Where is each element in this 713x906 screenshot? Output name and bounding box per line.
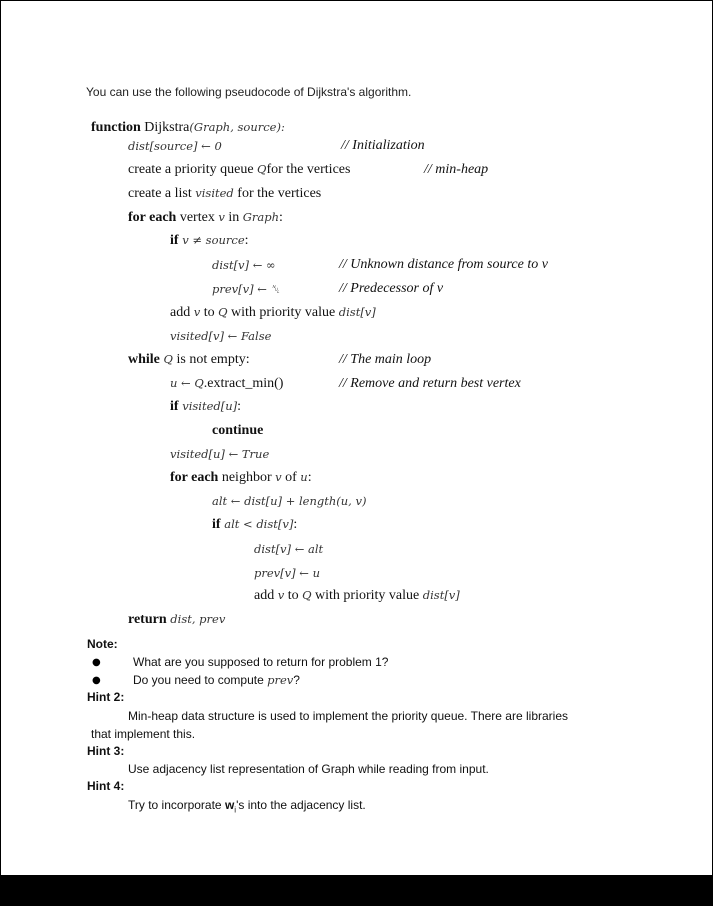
comment-remove-return: // Remove and return best vertex xyxy=(339,376,521,391)
label-text: Hint 4: xyxy=(87,779,125,793)
code-math: Q xyxy=(218,305,228,319)
code-text: create a list xyxy=(128,186,196,201)
code-math: u ← Q xyxy=(170,376,204,390)
code-line-return xyxy=(128,612,225,628)
code-line-1 xyxy=(128,139,222,155)
code-math: Q xyxy=(159,352,173,366)
code-math: visited[u] xyxy=(178,399,238,413)
hint-3-label xyxy=(87,744,124,758)
keyword-function: function xyxy=(91,120,141,135)
code-line-11 xyxy=(170,376,283,392)
code-line-3 xyxy=(128,186,321,202)
code-text: : xyxy=(237,399,242,414)
keyword: while xyxy=(128,352,160,367)
code-line-2 xyxy=(128,162,350,178)
code-line-12 xyxy=(170,399,241,415)
code-line-20 xyxy=(254,588,460,604)
code-math: Q xyxy=(302,588,312,602)
code-math: Graph xyxy=(242,210,280,224)
code-line-18 xyxy=(254,542,323,558)
hint-3-text: Use adjacency list representation of Graph while reading from input. xyxy=(128,762,489,776)
code-text: with priority value xyxy=(311,588,423,603)
code-math: u xyxy=(300,470,308,484)
comment-initialization: // Initialization xyxy=(341,138,425,153)
bullet-icon: ● xyxy=(92,675,101,686)
code-text: : xyxy=(307,470,312,485)
code-math: prev[v] ← ␀ xyxy=(212,282,280,296)
code-math: v ≠ source xyxy=(178,233,245,247)
code-text: to xyxy=(284,588,303,603)
code-text: of xyxy=(281,470,301,485)
code-line-function xyxy=(91,120,285,136)
code-line-15 xyxy=(170,470,312,486)
note-text: 's into the adjacency list. xyxy=(236,798,366,812)
code-text: neighbor xyxy=(218,470,276,485)
hint-2-label xyxy=(87,690,124,704)
code-text: for the vertices xyxy=(266,162,351,177)
hint-2-text-line-2: that implement this. xyxy=(91,727,196,741)
code-math: dist, prev xyxy=(166,612,226,626)
code-line-17 xyxy=(212,517,297,533)
note-bullet-1: What are you supposed to return for problem 1? xyxy=(133,655,389,669)
note-bullet-2 xyxy=(133,673,300,687)
code-math: visited[u] ← True xyxy=(170,447,270,461)
code-line-5 xyxy=(170,233,249,249)
note-text: Do you need to compute xyxy=(133,673,268,687)
note-text: ? xyxy=(293,673,300,687)
code-math: dist[v] ← ∞ xyxy=(212,258,276,272)
weight-symbol: w xyxy=(224,798,235,812)
keyword: for each xyxy=(170,470,219,485)
code-math: alt < dist[v] xyxy=(220,517,294,531)
label-text: Hint 2: xyxy=(87,690,125,704)
hint-2-text-line-1: Min-heap data structure is used to implement the priority queue. There are libraries xyxy=(128,709,568,723)
code-math: dist[v] xyxy=(422,588,460,602)
hint-4-label xyxy=(87,779,124,793)
code-line-10 xyxy=(128,352,250,368)
code-math: v xyxy=(193,305,201,319)
code-text: create a priority queue xyxy=(128,162,258,177)
code-text: : xyxy=(279,210,283,225)
keyword: return xyxy=(128,612,167,627)
code-line-16 xyxy=(212,494,366,510)
comment-unknown-distance: // Unknown distance from source to v xyxy=(339,257,548,272)
code-line-7 xyxy=(212,282,280,298)
code-text: add xyxy=(170,305,194,320)
code-text: .extract_min() xyxy=(203,376,284,391)
code-line-4 xyxy=(128,210,283,226)
comment-main-loop: // The main loop xyxy=(339,352,432,367)
code-math: v xyxy=(277,588,285,602)
function-args: (Graph, source): xyxy=(189,120,285,134)
code-text: vertex xyxy=(176,210,219,225)
code-math: visited xyxy=(195,186,234,200)
intro-text: You can use the following pseudocode of Dijkstra's algorithm. xyxy=(86,85,412,99)
code-math: prev[v] ← u xyxy=(254,566,320,580)
code-line-6 xyxy=(212,258,276,274)
code-text: with priority value xyxy=(227,305,339,320)
keyword: if xyxy=(170,399,179,414)
hint-4-text xyxy=(128,798,366,814)
code-text: for the vertices xyxy=(233,186,322,201)
comment-predecessor: // Predecessor of v xyxy=(339,281,444,296)
comment-min-heap: // min-heap xyxy=(424,162,489,177)
note-text: Try to incorporate xyxy=(128,798,225,812)
code-math: Q xyxy=(257,162,267,176)
function-name: Dijkstra xyxy=(144,120,190,135)
code-math: v xyxy=(275,470,282,484)
label-text: Note: xyxy=(87,637,118,651)
keyword: for each xyxy=(128,210,177,225)
code-line-9 xyxy=(170,329,271,345)
code-math: dist[v] xyxy=(338,305,376,319)
keyword: if xyxy=(170,233,179,248)
code-math: alt ← dist[u] + length(u, v) xyxy=(212,494,367,508)
code-text: : xyxy=(244,233,249,248)
label-text: Hint 3: xyxy=(87,744,125,758)
code-math: v xyxy=(218,210,225,224)
keyword: if xyxy=(212,517,221,532)
code-text: to xyxy=(200,305,219,320)
code-line-14 xyxy=(170,447,269,463)
code-text: : xyxy=(293,517,298,532)
code-math: dist[v] ← alt xyxy=(254,542,324,556)
code-math: dist[source] ← 0 xyxy=(128,139,222,153)
code-line-8 xyxy=(170,305,376,321)
code-line-13 xyxy=(212,423,263,439)
code-text: is not empty: xyxy=(172,352,250,367)
weight-subscript: i xyxy=(234,805,237,815)
code-math: prev xyxy=(267,673,294,687)
code-text: in xyxy=(224,210,243,225)
keyword: continue xyxy=(212,423,264,438)
code-line-19 xyxy=(254,566,320,582)
note-label xyxy=(87,637,118,651)
bullet-icon: ● xyxy=(92,657,101,668)
code-text: add xyxy=(254,588,278,603)
code-math: visited[v] ← False xyxy=(170,329,272,343)
